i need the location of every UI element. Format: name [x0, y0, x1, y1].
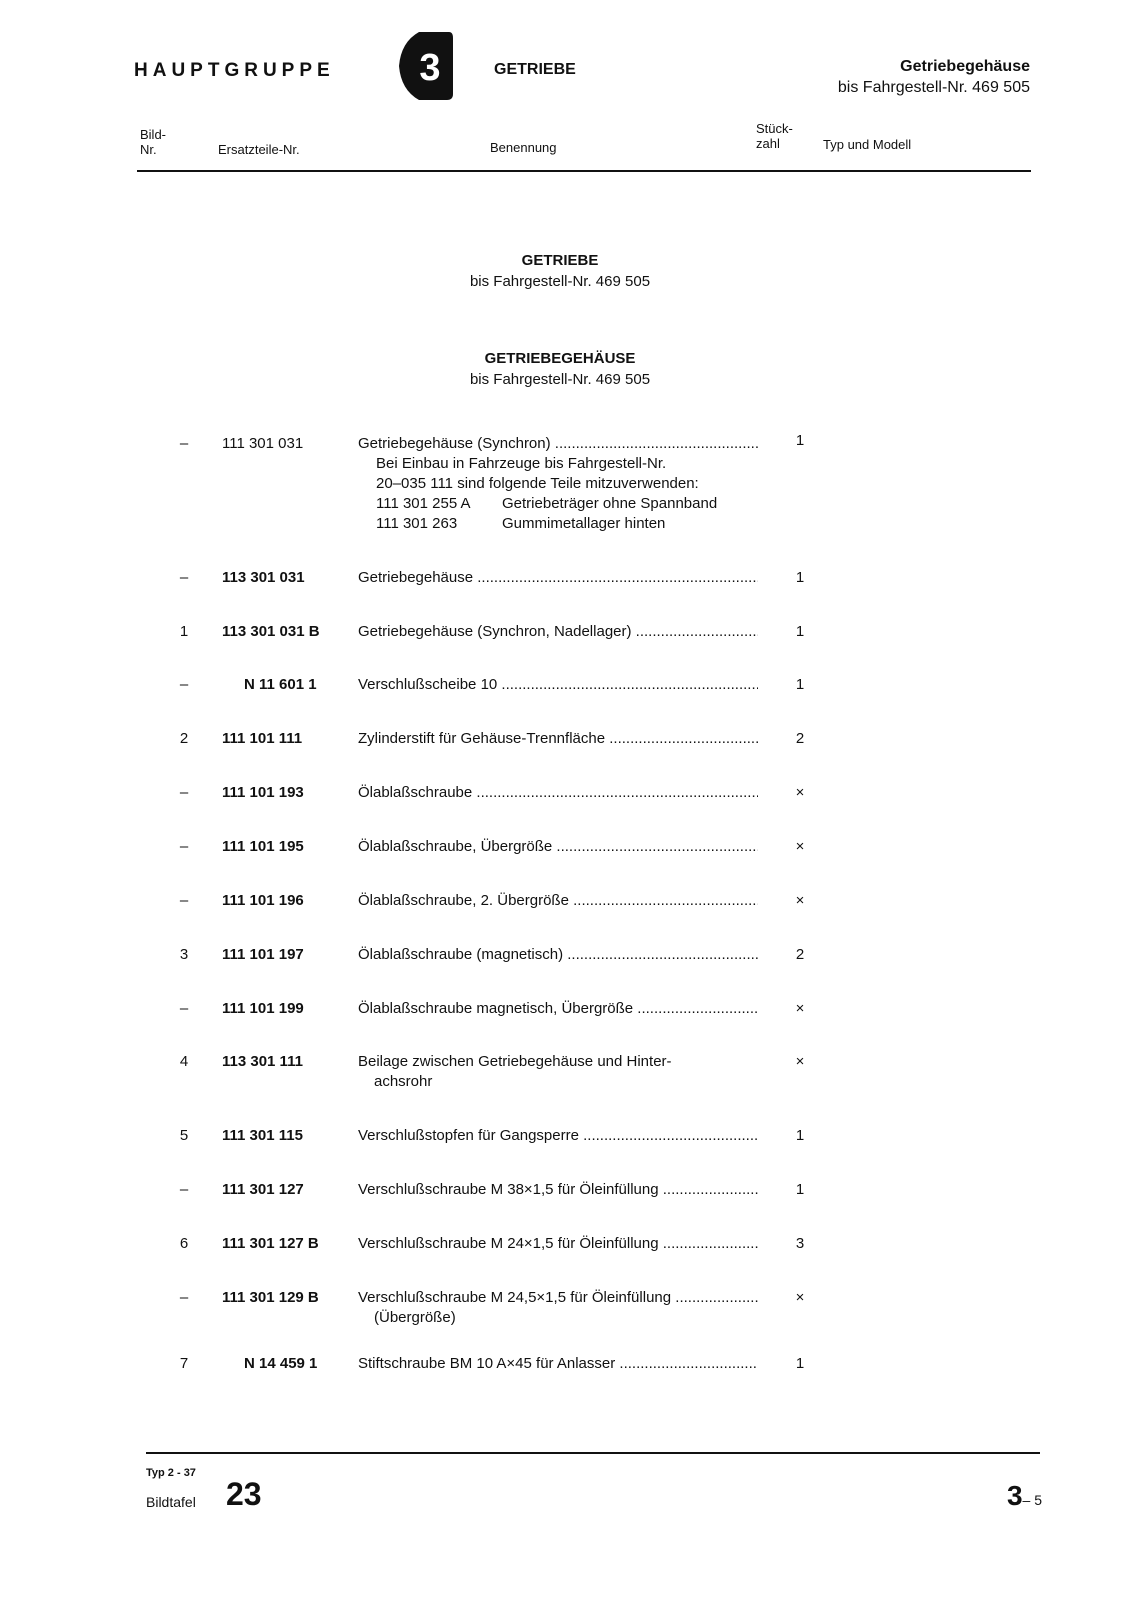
row-part-number: 111 301 127 [222, 1181, 304, 1198]
row-quantity: × [795, 838, 805, 855]
row-quantity: 1 [795, 432, 805, 449]
sub1-name: Getriebeträger ohne Spannband [502, 495, 718, 512]
row-bild-nr: – [179, 784, 189, 801]
row-description [358, 1288, 758, 1328]
row-description-text: Ölablaßschraube, 2. Übergröße [358, 892, 569, 909]
row-quantity: 1 [795, 1181, 805, 1198]
page-number-main: 3 [1006, 1480, 1023, 1511]
row-part-number: 111 101 199 [222, 1000, 304, 1017]
section-getriebe-subtitle: bis Fahrgestell-Nr. 469 505 [469, 273, 651, 290]
row-quantity: × [795, 892, 805, 909]
row-description-text: Ölablaßschraube, Übergröße [358, 838, 553, 855]
row-description-text: Getriebegehäuse [358, 569, 474, 586]
row-description [358, 729, 758, 749]
col-stueck-line2: zahl [756, 136, 780, 151]
row-bild-nr: – [179, 1000, 189, 1017]
section-getriebegehaeuse [0, 348, 1120, 390]
row-part-number: 113 301 031 B [222, 623, 320, 640]
row-quantity: 1 [795, 676, 805, 693]
page-heading-title: Getriebegehäuse [900, 58, 1030, 75]
row-quantity: 1 [795, 569, 805, 586]
row-part-number: 111 301 127 B [222, 1235, 319, 1252]
row-description [358, 837, 758, 857]
header-rule [137, 170, 1031, 172]
row-description-continuation: achsrohr [374, 1073, 433, 1090]
row-description [358, 622, 758, 642]
row-description-text: Stiftschraube BM 10 A×45 für Anlasser [358, 1355, 616, 1372]
row-description [358, 945, 758, 965]
row-part-number: 111 101 193 [222, 784, 304, 801]
row-description [358, 1354, 758, 1374]
row-description-text: Verschlußschraube M 24×1,5 für Öleinfüllung [358, 1235, 659, 1252]
row-quantity: 2 [795, 946, 805, 963]
row-description-text: Getriebegehäuse (Synchron, Nadellager) [358, 623, 632, 640]
col-bild-nr [140, 127, 166, 157]
row-bild-nr: – [179, 676, 189, 693]
row-quantity: × [795, 784, 805, 801]
row-description-text: Getriebegehäuse (Synchron) [358, 435, 551, 452]
row-quantity: 3 [795, 1235, 805, 1252]
row-part-number: 113 301 031 [222, 569, 305, 586]
col-bild-line2: Nr. [140, 142, 157, 157]
section-getriebegehaeuse-subtitle: bis Fahrgestell-Nr. 469 505 [469, 371, 651, 388]
row-quantity: 1 [795, 623, 805, 640]
footer-bildtafel-number: 23 [226, 1476, 262, 1512]
row-description-text: Beilage zwischen Getriebegehäuse und Hinter- [358, 1053, 672, 1070]
section-getriebegehaeuse-title: GETRIEBEGEHÄUSE [484, 350, 636, 367]
col-stueckzahl [756, 121, 793, 151]
row-note-sub1 [358, 494, 758, 514]
col-ersatzteile-nr: Ersatzteile-Nr. [218, 142, 300, 157]
row-description [358, 1234, 758, 1254]
row-part-number: 113 301 111 [222, 1053, 303, 1070]
row-bild-nr: 6 [179, 1235, 189, 1252]
row-description [358, 999, 758, 1019]
row-bild-nr: – [179, 1181, 189, 1198]
col-stueck-line1: Stück- [756, 121, 793, 136]
row-part-number: 111 301 115 [222, 1127, 303, 1144]
col-benennung: Benennung [490, 140, 557, 155]
row-bild-nr: 4 [179, 1053, 189, 1070]
row-description [358, 568, 758, 588]
row-bild-nr: – [179, 1289, 189, 1306]
row-note-line2: 20–035 111 sind folgende Teile mitzuverwenden: [376, 475, 699, 492]
row-bild-nr: – [179, 892, 189, 909]
row-description-continuation: (Übergröße) [374, 1309, 456, 1326]
row-bild-nr: 2 [179, 730, 189, 747]
row-bild-nr: – [179, 838, 189, 855]
row-part-number: 111 101 111 [222, 730, 303, 747]
page-heading [838, 56, 1030, 98]
row-description [358, 1126, 758, 1146]
sub2-name: Gummimetallager hinten [502, 515, 666, 532]
row-part-number: N 14 459 1 [244, 1355, 318, 1372]
row-note-line1: Bei Einbau in Fahrzeuge bis Fahrgestell-Nr. [376, 455, 667, 472]
row-description [358, 1052, 758, 1092]
footer-bildtafel-label: Bildtafel [146, 1494, 196, 1510]
row-quantity: × [795, 1000, 805, 1017]
row-part-number: 111 101 195 [222, 838, 304, 855]
row-description [358, 434, 758, 534]
row-description-text: Verschlußscheibe 10 [358, 676, 498, 693]
row-description [358, 1180, 758, 1200]
row-part-number: 111 301 129 B [222, 1289, 319, 1306]
row-bild-nr: 3 [179, 946, 189, 963]
section-getriebe [0, 250, 1120, 292]
row-description [358, 891, 758, 911]
row-quantity: × [795, 1289, 805, 1306]
row-bild-nr: – [179, 435, 189, 452]
row-description-text: Ölablaßschraube [358, 784, 473, 801]
sub2-code: 111 301 263 [376, 515, 458, 532]
footer-rule [146, 1452, 1040, 1454]
row-description [358, 675, 758, 695]
row-description-text: Ölablaßschraube magnetisch, Übergröße [358, 1000, 634, 1017]
row-bild-nr: – [179, 569, 189, 586]
row-description-text: Verschlußschraube M 38×1,5 für Öleinfüllung [358, 1181, 659, 1198]
row-description-text: Verschlußstopfen für Gangsperre [358, 1127, 579, 1144]
page-number-sub: – 5 [1022, 1492, 1042, 1508]
main-group-label: HAUPTGRUPPE [134, 60, 335, 81]
row-quantity: 2 [795, 730, 805, 747]
col-bild-line1: Bild- [140, 127, 167, 142]
group-number: 3 [419, 47, 441, 89]
row-bild-nr: 7 [179, 1355, 189, 1372]
row-description-text: Ölablaßschraube (magnetisch) [358, 946, 564, 963]
footer-typ: Typ 2 - 37 [146, 1467, 196, 1479]
row-description [358, 783, 758, 803]
row-quantity: 1 [795, 1355, 805, 1372]
row-bild-nr: 5 [179, 1127, 189, 1144]
row-part-number: 111 101 197 [222, 946, 304, 963]
group-number-badge [397, 30, 455, 102]
page-number [1007, 1480, 1042, 1512]
row-bild-nr: 1 [179, 623, 189, 640]
row-quantity: 1 [795, 1127, 805, 1144]
row-part-number: N 11 601 1 [244, 676, 317, 693]
page-heading-subtitle: bis Fahrgestell-Nr. 469 505 [837, 79, 1030, 96]
row-note-sub2 [358, 514, 758, 534]
row-part-number: 111 301 031 [222, 435, 304, 452]
row-quantity: × [795, 1053, 805, 1070]
col-typ-modell: Typ und Modell [823, 137, 912, 152]
sub1-code: 111 301 255 A [376, 495, 471, 512]
row-description-text: Zylinderstift für Gehäuse-Trennfläche [358, 730, 606, 747]
row-description-text: Verschlußschraube M 24,5×1,5 für Öleinfüllung [358, 1289, 672, 1306]
group-name: GETRIEBE [494, 61, 576, 78]
row-part-number: 111 101 196 [222, 892, 304, 909]
section-getriebe-title: GETRIEBE [521, 252, 599, 269]
